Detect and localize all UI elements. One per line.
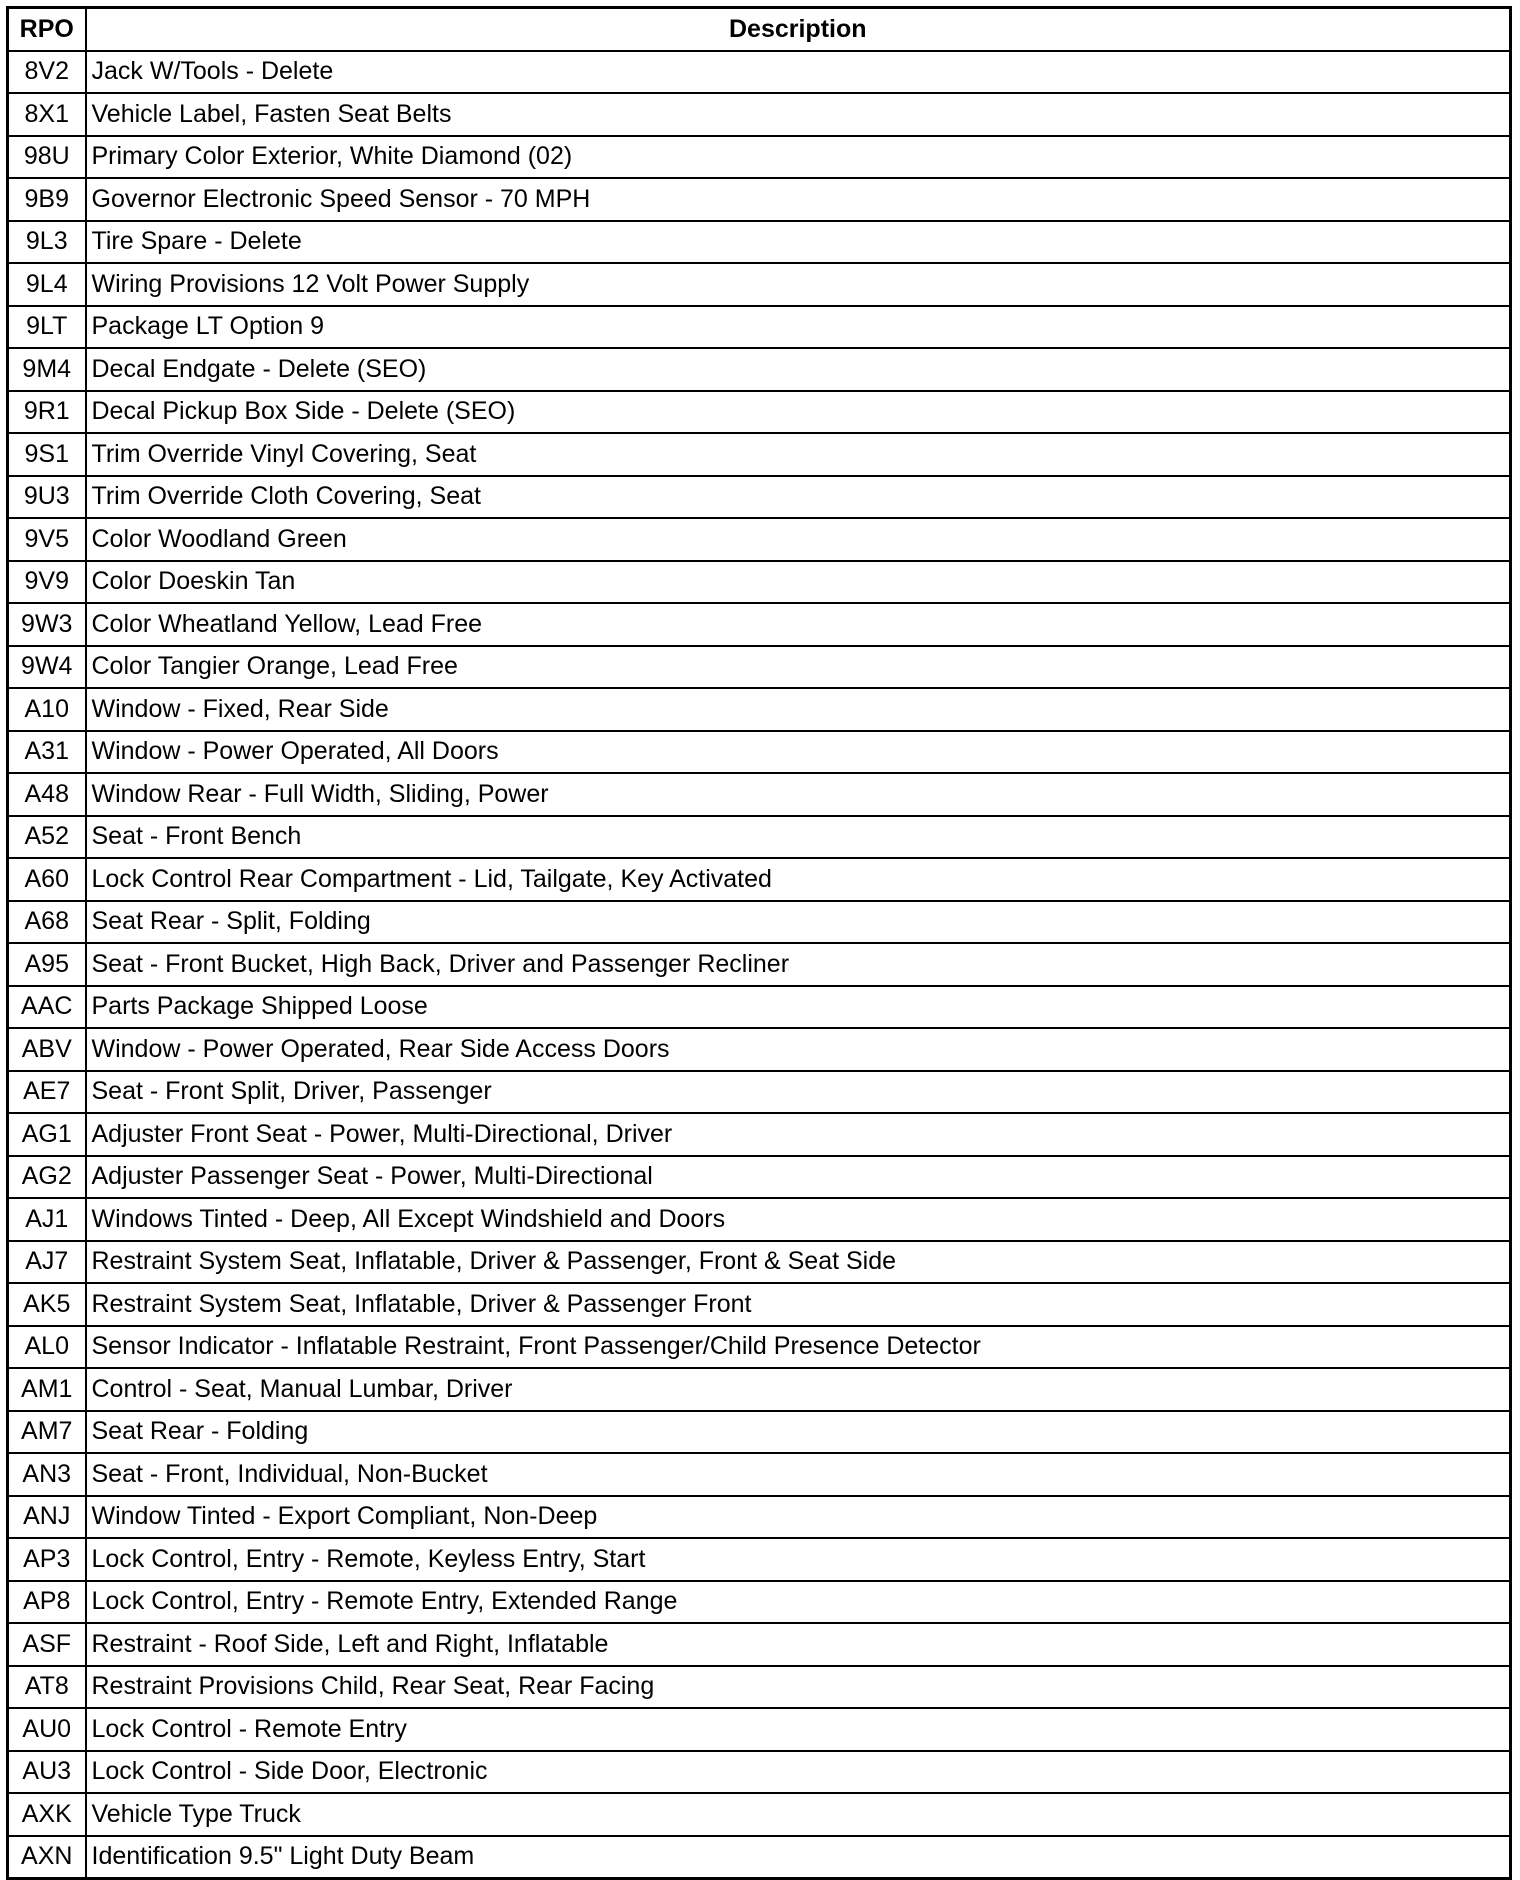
rpo-code-cell: ANJ — [8, 1496, 86, 1539]
table-row — [8, 1411, 1511, 1454]
rpo-code-cell: AXK — [8, 1793, 86, 1836]
table-row — [8, 476, 1511, 519]
description-cell: Restraint System Seat, Inflatable, Driver & Passenger Front — [86, 1283, 1511, 1326]
rpo-table — [6, 6, 1512, 1880]
table-row — [8, 1326, 1511, 1369]
rpo-code-cell: AAC — [8, 986, 86, 1029]
rpo-code-cell: A52 — [8, 816, 86, 859]
table-row — [8, 1453, 1511, 1496]
table-row — [8, 1623, 1511, 1666]
table-row — [8, 1113, 1511, 1156]
description-cell: Trim Override Vinyl Covering, Seat — [86, 433, 1511, 476]
description-cell: Window Rear - Full Width, Sliding, Power — [86, 773, 1511, 816]
rpo-code-cell: ASF — [8, 1623, 86, 1666]
table-row — [8, 263, 1511, 306]
description-cell: Seat Rear - Split, Folding — [86, 901, 1511, 944]
description-cell: Lock Control, Entry - Remote Entry, Extended Range — [86, 1581, 1511, 1624]
description-cell: Color Woodland Green — [86, 518, 1511, 561]
rpo-code-cell: AG1 — [8, 1113, 86, 1156]
description-cell: Windows Tinted - Deep, All Except Windshield and Doors — [86, 1198, 1511, 1241]
rpo-code-cell: 9S1 — [8, 433, 86, 476]
rpo-code-cell: AP8 — [8, 1581, 86, 1624]
table-row — [8, 1241, 1511, 1284]
table-body — [8, 51, 1511, 1879]
table-row — [8, 1028, 1511, 1071]
description-cell: Decal Pickup Box Side - Delete (SEO) — [86, 391, 1511, 434]
table-row — [8, 1071, 1511, 1114]
description-cell: Seat - Front Bucket, High Back, Driver and Passenger Recliner — [86, 943, 1511, 986]
description-cell: Sensor Indicator - Inflatable Restraint, Front Passenger/Child Presence Detector — [86, 1326, 1511, 1369]
description-cell: Decal Endgate - Delete (SEO) — [86, 348, 1511, 391]
description-cell: Lock Control Rear Compartment - Lid, Tailgate, Key Activated — [86, 858, 1511, 901]
description-cell: Window - Fixed, Rear Side — [86, 688, 1511, 731]
description-cell: Seat - Front, Individual, Non-Bucket — [86, 1453, 1511, 1496]
table-row — [8, 986, 1511, 1029]
description-cell: Restraint - Roof Side, Left and Right, Inflatable — [86, 1623, 1511, 1666]
description-cell: Adjuster Front Seat - Power, Multi-Directional, Driver — [86, 1113, 1511, 1156]
description-cell: Parts Package Shipped Loose — [86, 986, 1511, 1029]
rpo-code-cell: AU0 — [8, 1708, 86, 1751]
rpo-code-cell: AE7 — [8, 1071, 86, 1114]
rpo-code-cell: A68 — [8, 901, 86, 944]
description-cell: Window Tinted - Export Compliant, Non-Deep — [86, 1496, 1511, 1539]
description-cell: Seat - Front Split, Driver, Passenger — [86, 1071, 1511, 1114]
table-row — [8, 348, 1511, 391]
table-row — [8, 1368, 1511, 1411]
table-row — [8, 561, 1511, 604]
table-row — [8, 93, 1511, 136]
rpo-code-cell: A48 — [8, 773, 86, 816]
rpo-code-cell: 8X1 — [8, 93, 86, 136]
table-row — [8, 603, 1511, 646]
table-row — [8, 391, 1511, 434]
description-cell: Adjuster Passenger Seat - Power, Multi-Directional — [86, 1156, 1511, 1199]
table-row — [8, 518, 1511, 561]
table-row — [8, 306, 1511, 349]
table-row — [8, 731, 1511, 774]
rpo-code-cell: 9U3 — [8, 476, 86, 519]
table-row — [8, 1496, 1511, 1539]
rpo-code-cell: A31 — [8, 731, 86, 774]
description-cell: Color Wheatland Yellow, Lead Free — [86, 603, 1511, 646]
rpo-code-cell: ABV — [8, 1028, 86, 1071]
rpo-code-cell: 9W4 — [8, 646, 86, 689]
rpo-code-cell: 98U — [8, 136, 86, 179]
rpo-code-cell: 8V2 — [8, 51, 86, 94]
table-row — [8, 858, 1511, 901]
description-cell: Vehicle Label, Fasten Seat Belts — [86, 93, 1511, 136]
rpo-code-cell: AP3 — [8, 1538, 86, 1581]
description-cell: Color Tangier Orange, Lead Free — [86, 646, 1511, 689]
description-cell: Control - Seat, Manual Lumbar, Driver — [86, 1368, 1511, 1411]
description-cell: Window - Power Operated, Rear Side Access Doors — [86, 1028, 1511, 1071]
rpo-code-cell: 9L3 — [8, 221, 86, 264]
table-row — [8, 1581, 1511, 1624]
table-row — [8, 1666, 1511, 1709]
rpo-column-header: RPO — [8, 8, 86, 51]
table-row — [8, 1156, 1511, 1199]
table-header-row — [8, 8, 1511, 51]
table-row — [8, 51, 1511, 94]
rpo-code-cell: AXN — [8, 1836, 86, 1879]
description-cell: Color Doeskin Tan — [86, 561, 1511, 604]
description-cell: Governor Electronic Speed Sensor - 70 MPH — [86, 178, 1511, 221]
rpo-code-cell: 9M4 — [8, 348, 86, 391]
table-row — [8, 816, 1511, 859]
table-row — [8, 688, 1511, 731]
description-cell: Primary Color Exterior, White Diamond (02) — [86, 136, 1511, 179]
description-cell: Jack W/Tools - Delete — [86, 51, 1511, 94]
description-cell: Restraint System Seat, Inflatable, Driver & Passenger, Front & Seat Side — [86, 1241, 1511, 1284]
rpo-code-cell: AU3 — [8, 1751, 86, 1794]
description-cell: Package LT Option 9 — [86, 306, 1511, 349]
rpo-code-cell: AM7 — [8, 1411, 86, 1454]
rpo-code-cell: 9V9 — [8, 561, 86, 604]
rpo-code-cell: AM1 — [8, 1368, 86, 1411]
description-cell: Lock Control - Remote Entry — [86, 1708, 1511, 1751]
description-column-header: Description — [86, 8, 1511, 51]
description-cell: Identification 9.5" Light Duty Beam — [86, 1836, 1511, 1879]
description-cell: Window - Power Operated, All Doors — [86, 731, 1511, 774]
description-cell: Seat - Front Bench — [86, 816, 1511, 859]
rpo-code-cell: 9W3 — [8, 603, 86, 646]
table-row — [8, 1538, 1511, 1581]
table-row — [8, 901, 1511, 944]
table-row — [8, 1283, 1511, 1326]
rpo-code-cell: 9LT — [8, 306, 86, 349]
rpo-code-cell: AG2 — [8, 1156, 86, 1199]
rpo-code-cell: AL0 — [8, 1326, 86, 1369]
table-row — [8, 136, 1511, 179]
table-row — [8, 221, 1511, 264]
table-row — [8, 1708, 1511, 1751]
description-cell: Seat Rear - Folding — [86, 1411, 1511, 1454]
description-cell: Wiring Provisions 12 Volt Power Supply — [86, 263, 1511, 306]
table-row — [8, 773, 1511, 816]
table-row — [8, 646, 1511, 689]
rpo-code-cell: AJ7 — [8, 1241, 86, 1284]
rpo-code-cell: AT8 — [8, 1666, 86, 1709]
rpo-code-cell: AJ1 — [8, 1198, 86, 1241]
table-row — [8, 433, 1511, 476]
description-cell: Restraint Provisions Child, Rear Seat, Rear Facing — [86, 1666, 1511, 1709]
rpo-code-cell: A60 — [8, 858, 86, 901]
rpo-code-cell: 9V5 — [8, 518, 86, 561]
table-row — [8, 943, 1511, 986]
description-cell: Vehicle Type Truck — [86, 1793, 1511, 1836]
rpo-code-cell: A10 — [8, 688, 86, 731]
table-row — [8, 178, 1511, 221]
description-cell: Tire Spare - Delete — [86, 221, 1511, 264]
table-row — [8, 1836, 1511, 1879]
table-row — [8, 1751, 1511, 1794]
table-row — [8, 1198, 1511, 1241]
rpo-code-cell: 9R1 — [8, 391, 86, 434]
rpo-code-cell: 9B9 — [8, 178, 86, 221]
rpo-code-cell: 9L4 — [8, 263, 86, 306]
rpo-code-cell: AK5 — [8, 1283, 86, 1326]
table-row — [8, 1793, 1511, 1836]
description-cell: Trim Override Cloth Covering, Seat — [86, 476, 1511, 519]
rpo-code-cell: A95 — [8, 943, 86, 986]
description-cell: Lock Control, Entry - Remote, Keyless Entry, Start — [86, 1538, 1511, 1581]
rpo-code-cell: AN3 — [8, 1453, 86, 1496]
description-cell: Lock Control - Side Door, Electronic — [86, 1751, 1511, 1794]
